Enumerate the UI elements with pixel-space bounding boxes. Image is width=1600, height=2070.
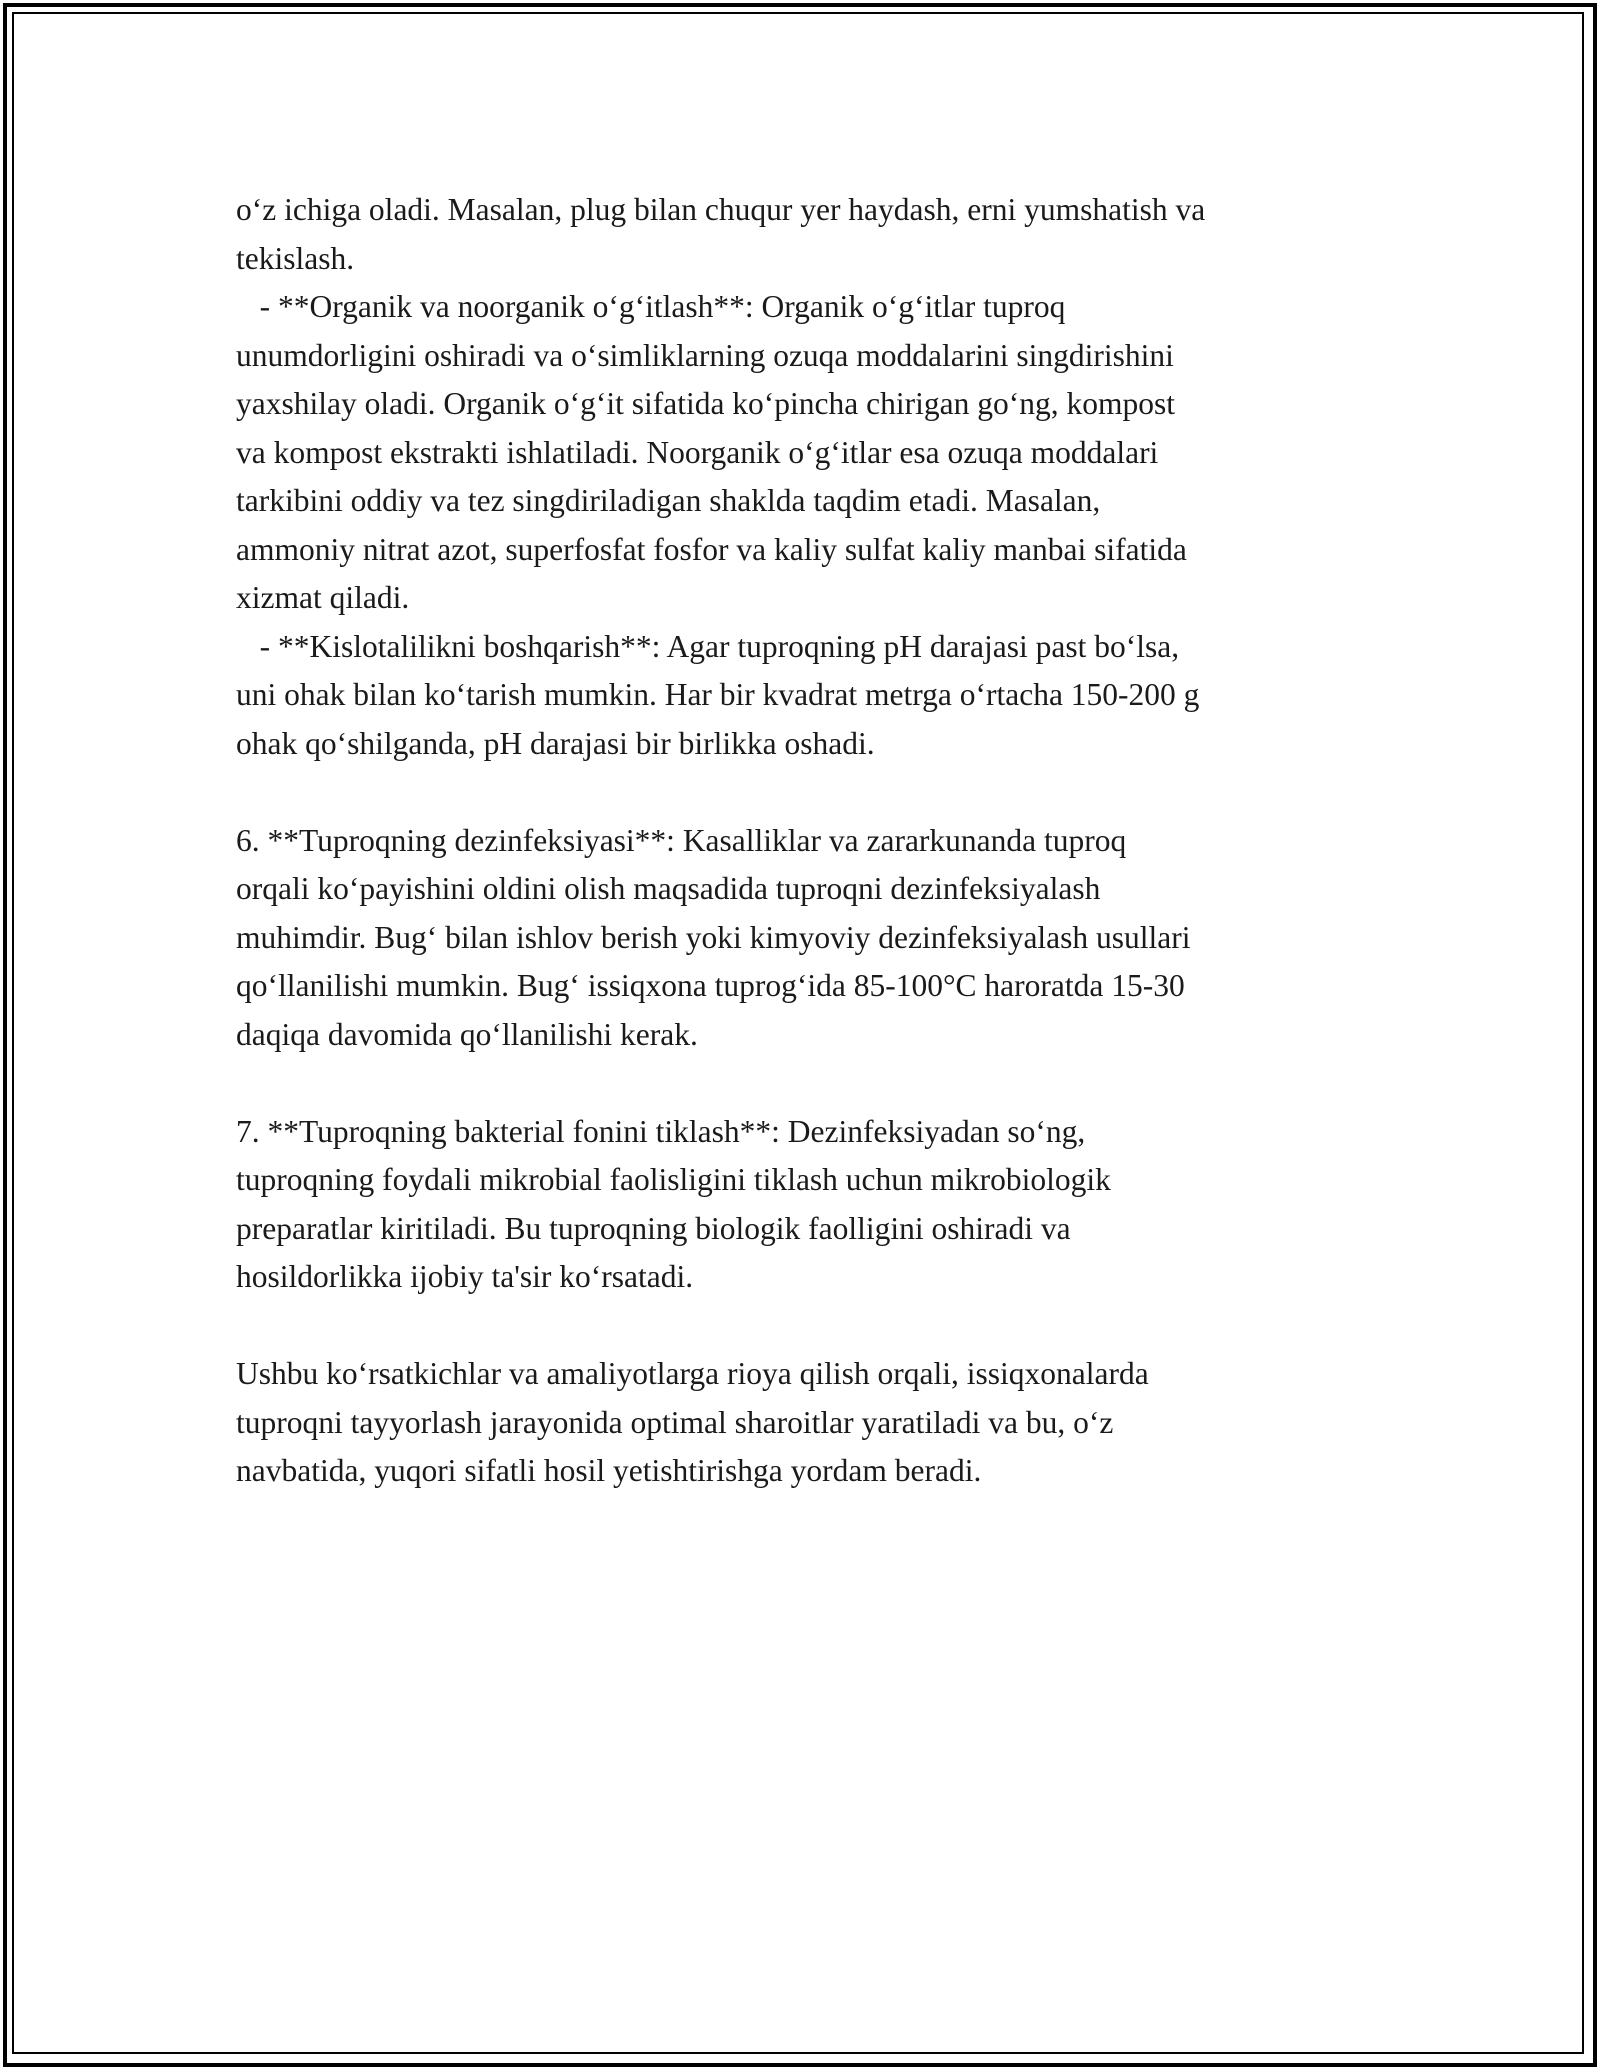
text-line: tekislash.	[236, 240, 355, 276]
text-line: ohak qo‘shilganda, pH darajasi bir birlikka oshadi.	[236, 725, 875, 761]
text-line: navbatida, yuqori sifatli hosil yetishtirishga yordam beradi.	[236, 1453, 982, 1488]
text-line: - **Kislotalilikni boshqarish**: Agar tuproqning pH darajasi past bo‘lsa,	[236, 628, 1180, 664]
text-line: yaxshilay oladi. Organik o‘g‘it sifatida ko‘pincha chirigan go‘ng, kompost	[236, 386, 1175, 421]
text-line: qo‘llanilishi mumkin. Bug‘ issiqxona tuprog‘ida 85-100°C haroratda 15-30	[236, 968, 1185, 1003]
text-line: orqali ko‘payishini oldini olish maqsadida tuproqni dezinfeksiyalash	[236, 871, 1101, 906]
text-line: o‘z ichiga oladi. Masalan, plug bilan chuqur yer haydash, erni yumshatish va	[236, 192, 1206, 227]
text-line: tuproqning foydali mikrobial faolisligini tiklash uchun mikrobiologik	[236, 1162, 1111, 1197]
text-line: - **Organik va noorganik o‘g‘itlash**: Organik o‘g‘itlar tuproq	[236, 289, 1066, 324]
text-line: uni ohak bilan ko‘tarish mumkin. Har bir kvadrat metrga o‘rtacha 150-200 g	[236, 677, 1200, 712]
text-line: xizmat qiladi.	[236, 580, 410, 615]
paragraph-gap	[236, 1059, 1376, 1108]
text-line: va kompost ekstrakti ishlatiladi. Noorganik o‘g‘itlar esa ozuqa moddalari	[236, 434, 1159, 470]
text-line: ammoniy nitrat azot, superfosfat fosfor va kaliy sulfat kaliy manbai sifatida	[236, 531, 1187, 567]
text-line: unumdorligini oshiradi va o‘simliklarning ozuqa moddalarini singdirishini	[236, 337, 1174, 373]
paragraph-gap	[236, 1302, 1376, 1351]
text-line: Ushbu ko‘rsatkichlar va amaliyotlarga rioya qilish orqali, issiqxonalarda	[236, 1356, 1149, 1391]
document-body	[236, 186, 1376, 1496]
text-line: tarkibini oddiy va tez singdiriladigan shaklda taqdim etadi. Masalan,	[236, 483, 1101, 518]
text-line: tuproqni tayyorlash jarayonida optimal sharoitlar yaratiladi va bu, o‘z	[236, 1404, 1114, 1440]
text-line: 7. **Tuproqning bakterial fonini tiklash**: Dezinfeksiyadan so‘ng,	[236, 1113, 1086, 1149]
text-line: preparatlar kiritiladi. Bu tuproqning biologik faolligini oshiradi va	[236, 1210, 1071, 1246]
paragraph-gap	[236, 768, 1376, 817]
text-line: daqiqa davomida qo‘llanilishi kerak.	[236, 1016, 698, 1052]
text-line: muhimdir. Bug‘ bilan ishlov berish yoki kimyoviy dezinfeksiyalash usullari	[236, 919, 1191, 955]
text-line: 6. **Tuproqning dezinfeksiyasi**: Kasalliklar va zararkunanda tuproq	[236, 822, 1127, 858]
text-line: hosildorlikka ijobiy ta'sir ko‘rsatadi.	[236, 1259, 694, 1294]
